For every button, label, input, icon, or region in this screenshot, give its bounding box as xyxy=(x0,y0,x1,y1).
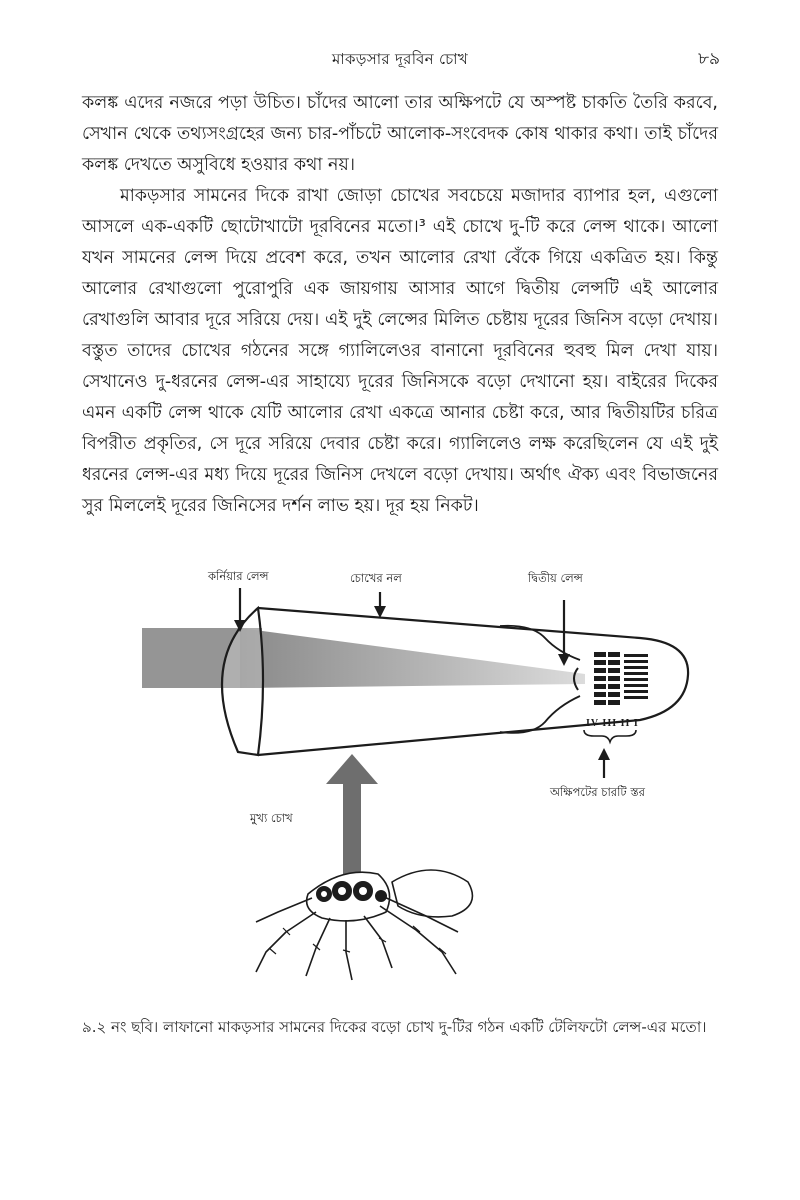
label-retina-layers: অক্ষিপটের চারটি স্তর xyxy=(550,785,645,799)
page-header xyxy=(80,48,720,78)
figure-caption: ৯.২ নং ছবি। লাফানো মাকড়সার সামনের দিকের বড়ো চোখ দু-টির গঠন একটি টেলিফটো লেন্স-এর মতো। xyxy=(82,1018,707,1036)
page-number: ৮৯ xyxy=(697,49,720,69)
label-main-eye: মুখ্য চোখ xyxy=(250,811,293,825)
label-cornea-lens: কর্নিয়ার লেন্স xyxy=(208,569,269,583)
eye-diagram-figure xyxy=(80,560,720,990)
paragraph-2: মাকড়সার সামনের দিকে রাখা জোড়া চোখের সবচেয়ে মজাদার ব্যাপার হল, এগুলো আসলে এক-একটি ছোটোখাটো দূরবিনের মতো।³ এই চোখে দু-টি করে লেন্স থাকে। আলো যখন সামনের লেন্স দিয়ে প্রবেশ করে, তখন আলোর রেখা বেঁকে গিয়ে একত্রিত হয়। কিন্তু আলোর রেখাগুলো পুরোপুরি এক জায়গায় আসার আগে দ্বিতীয় লেন্সটি এই আলোর রেখাগুলি আবার দূরে সরিয়ে দেয়। এই দুই লেন্সের মিলিত চেষ্টায় দূরের জিনিস বড়ো দেখায়। বস্তুত তাদের চোখের গঠনের সঙ্গে গ্যালিলেওর বানানো দূরবিনের হুবহু মিল দেখা যায়। সেখানেও দু-ধরনের লেন্স-এর সাহায্যে দূরের জিনিসকে বড়ো দেখানো হয়। বাইরের দিকের এমন একটি লেন্স থাকে যেটি আলোর রেখা একত্রে আনার চেষ্টা করে, আর দ্বিতীয়টির চরিত্র বিপরীত প্রকৃতির, সে দূরে সরিয়ে দেবার চেষ্টা করে। গ্যালিলেও লক্ষ করেছিলেন যে এই দুই ধরনের লেন্স-এর মধ্য দিয়ে দূরের জিনিস দেখলে বড়ো দেখায়। অর্থাৎ ঐক্য এবং বিভাজনের সুর মিললেই দূরের জিনিসের দর্শন লাভ হয়। দূর হয় নিকট। xyxy=(82,186,718,516)
retina-layers xyxy=(594,652,648,705)
retina-brace xyxy=(584,730,636,742)
running-title: মাকড়সার দূরবিন চোখ xyxy=(332,50,468,68)
label-second-lens: দ্বিতীয় লেন্স xyxy=(528,571,583,585)
label-eye-tube: চোখের নল xyxy=(350,571,402,585)
converging-light-beam xyxy=(240,628,585,688)
eye-diagram xyxy=(80,560,720,990)
body-text xyxy=(82,88,718,522)
layer-numerals: IV III II I xyxy=(586,718,639,729)
paragraph-1: কলঙ্ক এদের নজরে পড়া উচিত। চাঁদের আলো তার অক্ষিপটে যে অস্পষ্ট চাকতি তৈরি করবে, সেখান থেকে তথ্যসংগ্রহের জন্য চার-পাঁচটে আলোক-সংবেদক কোষ থাকার কথা। তাই চাঁদের কলঙ্ক দেখতে অসুবিধে হওয়ার কথা নয়। xyxy=(82,93,718,175)
